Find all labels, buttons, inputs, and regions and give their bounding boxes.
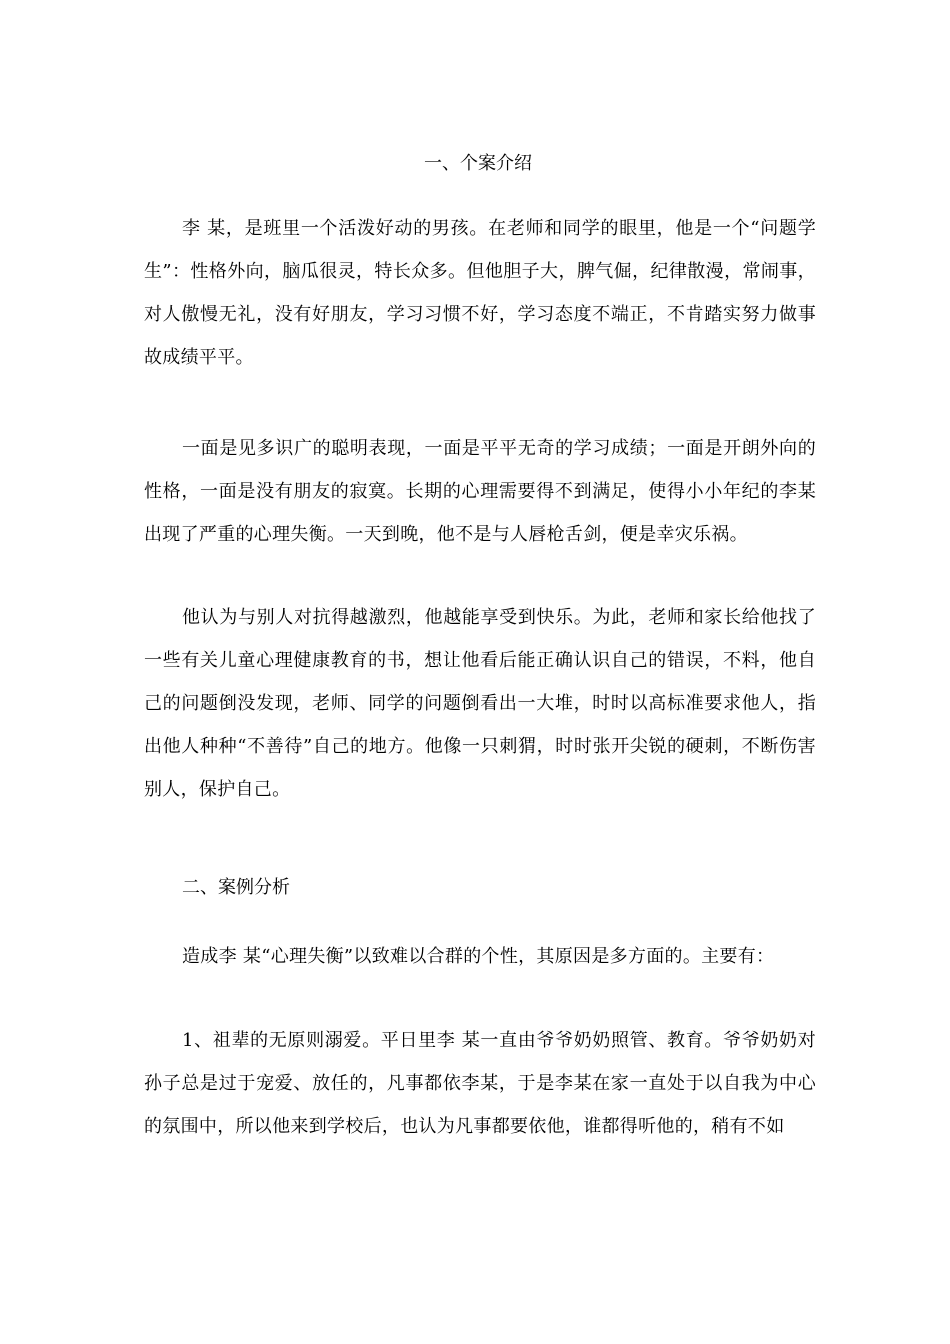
paragraph-4: 造成李 某“心理失衡”以致难以合群的个性，其原因是多方面的。主要有： (182, 946, 775, 967)
paragraph-1: 李 某，是班里一个活泼好动的男孩。在老师和同学的眼里，他是一个“问题学生”：性格外向，脑瓜很灵，特长众多。但他胆子大，脾气倔，纪律散漫，常闹事，对人傲慢无礼，没有好朋友，学习习惯不好，学习态度不端正，不肯踏实努力做事故成绩平平。 (144, 218, 816, 368)
section-heading-case-intro: 一、个案介绍 (424, 153, 532, 174)
paragraph-3: 他认为与别人对抗得越激烈，他越能享受到快乐。为此，老师和家长给他找了一些有关儿童心理健康教育的书，想让他看后能正确认识自己的错误，不料，他自己的问题倒没发现，老师、同学的问题倒看出一大堆，时时以高标准要求他人，指出他人种种“不善待”自己的地方。他像一只刺猬，时时张开尖锐的硬刺，不断伤害别人，保护自己。 (144, 607, 816, 800)
paragraph-5: 1、祖辈的无原则溺爱。平日里李 某一直由爷爷奶奶照管、教育。爷爷奶奶对孙子总是过于宠爱、放任的，凡事都依李某，于是李某在家一直处于以自我为中心的氛围中，所以他来到学校后，也认为凡事都要依他，谁都得听他的，稍有不如 (144, 1030, 816, 1137)
section-heading-case-analysis: 二、案例分析 (182, 877, 290, 898)
paragraph-2: 一面是见多识广的聪明表现，一面是平平无奇的学习成绩；一面是开朗外向的性格，一面是没有朋友的寂寞。长期的心理需要得不到满足，使得小小年纪的李某出现了严重的心理失衡。一天到晚，他不是与人唇枪舌剑，便是幸灾乐祸。 (144, 438, 816, 545)
